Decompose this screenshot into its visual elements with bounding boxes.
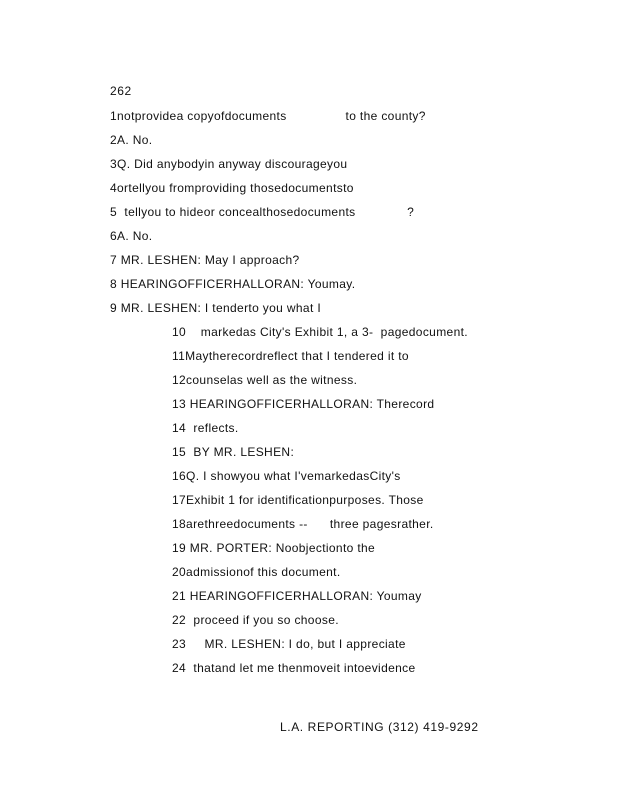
transcript-line: 12counselas well as the witness. (172, 373, 358, 387)
transcript-line: 6A. No. (110, 229, 153, 243)
transcript-line: 21 HEARINGOFFICERHALLORAN: Youmay (172, 589, 422, 603)
transcript-line: 4ortellyou fromproviding thosedocumentsto (110, 181, 354, 195)
transcript-line: 20admissionof this document. (172, 565, 341, 579)
transcript-line: 11Maytherecordreflect that I tendered it to (172, 349, 409, 363)
reporter-footer: L.A. REPORTING (312) 419-9292 (280, 720, 479, 734)
transcript-line: 24 thatand let me thenmoveit intoevidence (172, 661, 416, 675)
transcript-line: 2A. No. (110, 133, 153, 147)
transcript-line: 3Q. Did anybodyin anyway discourageyou (110, 157, 348, 171)
transcript-line: 23 MR. LESHEN: I do, but I appreciate (172, 637, 406, 651)
transcript-line: 22 proceed if you so choose. (172, 613, 339, 627)
transcript-line: 16Q. I showyou what I'vemarkedasCity's (172, 469, 401, 483)
transcript-line: 8 HEARINGOFFICERHALLORAN: Youmay. (110, 277, 356, 291)
page-number: 262 (110, 84, 132, 98)
transcript-line: 10 markedas City's Exhibit 1, a 3- pagedocument. (172, 325, 468, 339)
transcript-line: 14 reflects. (172, 421, 239, 435)
transcript-line: 17Exhibit 1 for identificationpurposes. Those (172, 493, 424, 507)
transcript-line: 1notprovidea copyofdocuments to the county? (110, 109, 426, 123)
transcript-line: 13 HEARINGOFFICERHALLORAN: Therecord (172, 397, 435, 411)
transcript-line: 5 tellyou to hideor concealthosedocuments ? (110, 205, 415, 219)
transcript-line: 9 MR. LESHEN: I tenderto you what I (110, 301, 322, 315)
transcript-line: 19 MR. PORTER: Noobjectionto the (172, 541, 376, 555)
transcript-line: 15 BY MR. LESHEN: (172, 445, 295, 459)
transcript-line: 18arethreedocuments -- three pagesrather. (172, 517, 434, 531)
transcript-line: 7 MR. LESHEN: May I approach? (110, 253, 300, 267)
